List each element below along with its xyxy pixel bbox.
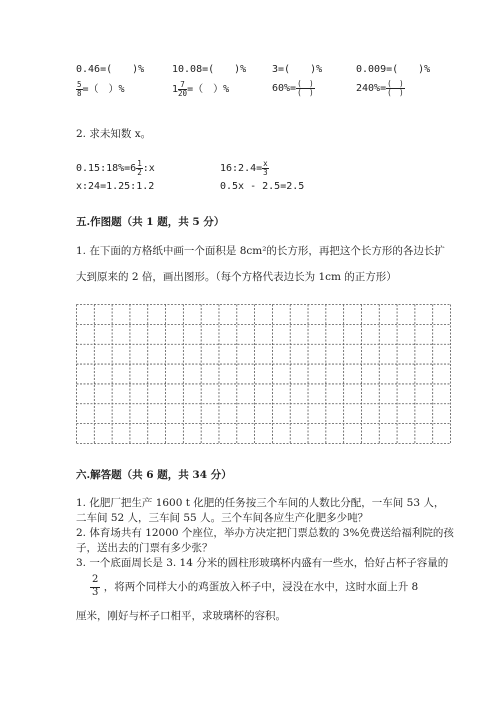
expr-text: 0.009= (356, 64, 393, 75)
solve-title: 2. 求未知数 x。 (76, 128, 152, 140)
fraction-numerator: x (263, 159, 268, 168)
expr-text: 3= (272, 64, 285, 75)
fraction-denominator: 8 (77, 88, 82, 98)
fraction-numerator: 5 (77, 80, 82, 89)
section-6-q3-line-1: 3. 一个底面周长是 3. 14 分米的圆柱形玻璃杯内盛有一些水，恰好占杯子容量的 (76, 557, 449, 569)
section-6-q3-line-2 (90, 575, 418, 598)
fraction (262, 160, 269, 176)
equation-4: 0.5x - 2.5=2.5 (220, 181, 305, 192)
conversion-item-8 (356, 80, 405, 96)
answer-fraction[interactable] (296, 80, 315, 96)
section-5-q1-line-1: 1. 在下面的方格纸中画一个面积是 8cm²的长方形，再把这个长方形的各边长扩 (76, 245, 445, 257)
fraction (178, 81, 187, 97)
answer-blank[interactable]: ( ) (392, 64, 425, 75)
conversion-item-5 (76, 80, 125, 97)
expr-text: ，将两个同样大小的鸡蛋放入杯子中，浸没在水中，这时水面上升 8 (103, 581, 419, 593)
mixed-whole: 1 (172, 84, 179, 95)
fraction-denominator: 3 (92, 586, 99, 598)
fraction-numerator: 2 (90, 575, 100, 588)
answer-blank[interactable]: ( ) (106, 64, 139, 75)
fraction-denominator: 20 (178, 88, 188, 98)
answer-blank[interactable]: ( ) (284, 64, 317, 75)
expr-text: :x (142, 163, 155, 174)
answer-blank[interactable]: ( ) (208, 64, 241, 75)
expr-text: 240%= (356, 83, 387, 94)
equation-1 (76, 160, 155, 176)
expr-text[interactable]: =（ ）% (82, 84, 125, 95)
fraction-numerator: ( ) (387, 79, 404, 88)
percent-sign: % (424, 64, 431, 75)
conversion-item-3 (272, 60, 322, 75)
section-6-q1-line-2: 二车间 52 人，三车间 55 人。三个车间各应生产化肥多少吨？ (76, 512, 369, 524)
section-6-q1-line-1: 1. 化肥厂把生产 1600 t 化肥的任务按三个车间的人数比分配，一车间 53 人， (76, 497, 445, 509)
expr-text: 60%= (272, 83, 297, 94)
section-6-q2-line-1: 2. 体育场共有 12000 个座位，举办方决定把门票总数的 3%免费送给福利院的孩 (76, 527, 454, 539)
conversion-item-7 (272, 80, 315, 96)
expr-text: 0.15:18%=6 (76, 163, 137, 174)
expr-text[interactable]: =（ ）% (187, 84, 230, 95)
conversion-item-2 (172, 60, 246, 75)
percent-sign: % (138, 64, 145, 75)
fraction-numerator: 1 (137, 159, 142, 168)
fraction-denominator: ( ) (297, 87, 314, 97)
conversion-item-4 (356, 60, 430, 75)
expr-text: 10.08= (172, 64, 209, 75)
percent-sign: % (240, 64, 247, 75)
expr-text: 16:2.4= (220, 163, 263, 174)
fraction (90, 575, 100, 598)
grid-paper[interactable] (76, 304, 451, 444)
fraction-denominator: 3 (263, 167, 268, 177)
conversion-item-6 (172, 80, 229, 97)
fraction-numerator: 7 (178, 81, 187, 90)
percent-sign: % (316, 64, 323, 75)
answer-fraction[interactable] (386, 80, 405, 96)
fraction-denominator: ( ) (387, 87, 404, 97)
fraction-denominator: 2 (137, 167, 142, 177)
section-6-q3-line-3: 厘米，刚好与杯子口相平，求玻璃杯的容积。 (76, 610, 286, 622)
fraction-numerator: ( ) (297, 79, 314, 88)
section-5-q1-line-2: 大到原来的 2 倍，画出图形。（每个方格代表边长为 1cm 的正方形） (76, 271, 397, 283)
section-6-q2-line-2: 子，送出去的门票有多少张？ (76, 542, 213, 554)
conversion-item-1 (76, 60, 144, 75)
equation-2 (220, 160, 269, 176)
section-5-heading: 五.作图题（共 1 题，共 5 分） (76, 216, 225, 228)
equation-3: x:24=1.25:1.2 (76, 181, 155, 192)
expr-text: 0.46= (76, 64, 107, 75)
section-6-heading: 六.解答题（共 6 题，共 34 分） (76, 469, 232, 481)
